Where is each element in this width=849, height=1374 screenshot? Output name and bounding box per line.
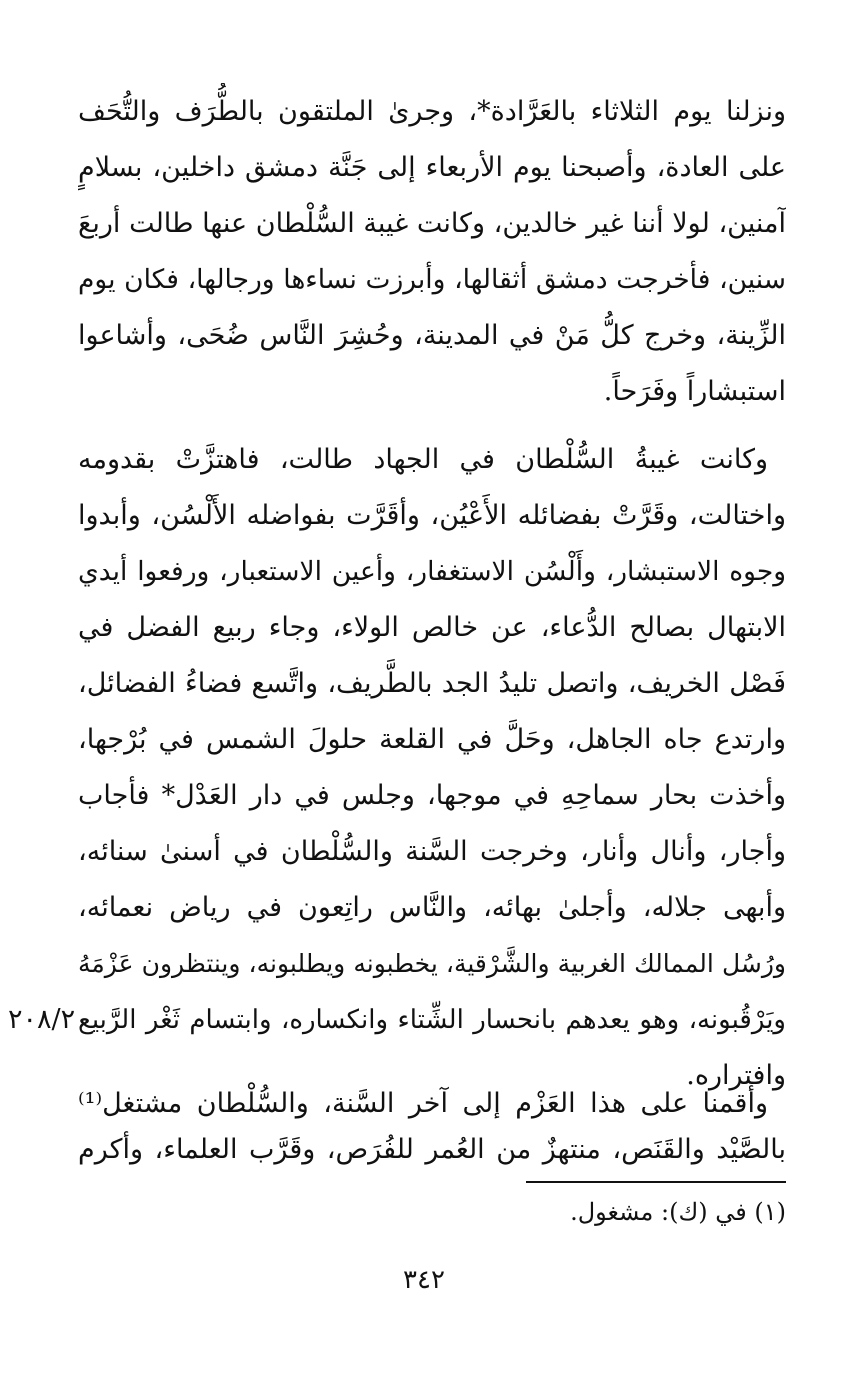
footnote-rule bbox=[526, 1181, 786, 1183]
text-line: ورُسُل الممالك الغربية والشَّرْقية، يخطبونه ويطلبونه، وينتظرون عَزْمَهُ bbox=[78, 949, 786, 978]
text-line: سنين، فأخرجت دمشق أثقالها، وأبرزت نساءها ورجالها، فكان يوم bbox=[78, 264, 786, 295]
text-line: آمنين، لولا أننا غير خالدين، وكانت غيبة السُّلْطان عنها طالت أربعَ bbox=[78, 208, 786, 239]
text-line: وارتدع جاه الجاهل، وحَلَّ في القلعة حلولَ الشمس في بُرْجها، bbox=[78, 724, 786, 755]
text-line: استبشاراً وفَرَحاً. bbox=[603, 376, 786, 407]
page-number: ٣٤٢ bbox=[403, 1265, 445, 1295]
text-line: وأخذت بحار سماحِهِ في موجها، وجلس في دار العَدْل* فأجاب bbox=[78, 780, 786, 811]
text-line: وكانت غيبةُ السُّلْطان في الجهاد طالت، فاهتزَّتْ بقدومه bbox=[78, 444, 768, 475]
footnote: (١) في (ك): مشغول. bbox=[570, 1198, 786, 1226]
text-line: بالصَّيْد والقَنَص، منتهزٌ من العُمر للفُرَص، وقَرَّب العلماء، وأكرم bbox=[78, 1134, 786, 1165]
text-line: ونزلنا يوم الثلاثاء بالعَرَّادة*، وجرىٰ الملتقون بالطُّرَف والتُّحَف bbox=[78, 96, 786, 127]
text-line: وجوه الاستبشار، وأَلْسُن الاستغفار، وأعين الاستعبار، ورفعوا أيدي bbox=[78, 556, 786, 587]
text-line: وأقمنا على هذا العَزْم إلى آخر السَّنة، والسُّلْطان مشتغل⁽¹⁾ bbox=[78, 1088, 768, 1119]
text-line: وأجار، وأنال وأنار، وخرجت السَّنة والسُّلْطان في أسنىٰ سنائه، bbox=[78, 836, 786, 867]
text-line: واختالت، وقَرَّتْ بفضائله الأَعْيُن، وأقَرَّت بفواضله الأَلْسُن، وأبدوا bbox=[78, 500, 786, 531]
text-line: الزِّينة، وخرج كلُّ مَنْ في المدينة، وحُشِرَ النَّاس ضُحَى، وأشاعوا bbox=[78, 320, 786, 351]
text-line: ويَرْقُبونه، وهو يعدهم بانحسار الشِّتاء وانكساره، وابتسام ثَغْر الرَّبيع bbox=[78, 1005, 786, 1035]
text-line: على العادة، وأصبحنا يوم الأربعاء إلى جَنَّة دمشق داخلين، بسلامٍ bbox=[78, 152, 786, 183]
text-line: وأبهى جلاله، وأجلىٰ بهائه، والنَّاس راتِعون في رياض نعمائه، bbox=[78, 892, 786, 923]
margin-reference: ٢٠٨/٢ bbox=[8, 1004, 76, 1035]
text-line: فَصْل الخريف، واتصل تليدُ الجد بالطَّريف، واتَّسع فضاءُ الفضائل، bbox=[78, 668, 786, 699]
text-line: وافتراره. bbox=[686, 1060, 786, 1091]
text-line: الابتهال بصالح الدُّعاء، عن خالص الولاء، وجاء ربيع الفضل في bbox=[78, 612, 786, 643]
